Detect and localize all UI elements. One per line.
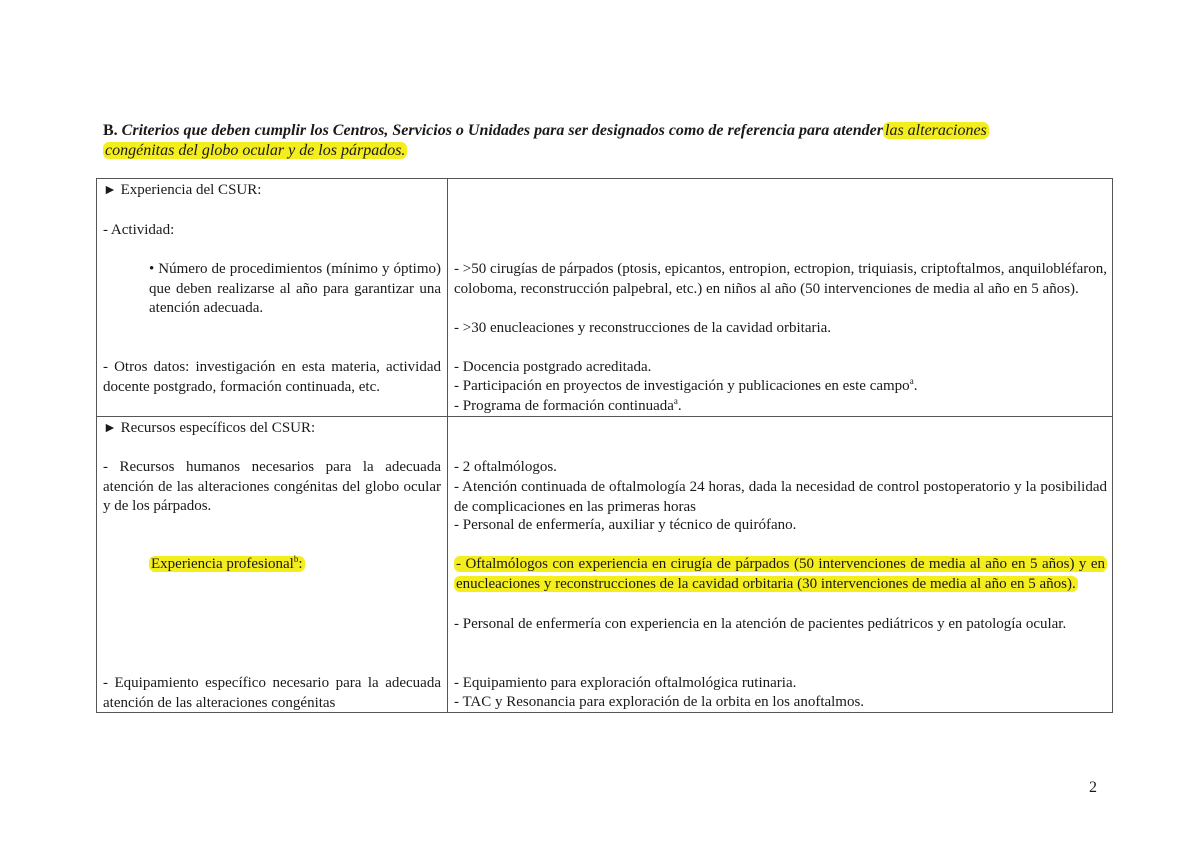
otros-datos-label: - Otros datos: investigación en esta materia, actividad docente postgrado, formación continuada, etc. xyxy=(103,359,441,395)
experiencia-profesional-label: Experiencia profesional$^b$: xyxy=(151,554,303,572)
actividad-label: - Actividad: xyxy=(103,222,175,238)
recursos-humanos-label: - Recursos humanos necesarios para la adecuada atención de las alteraciones congénitas del globo ocular y de los párpados. xyxy=(103,459,441,514)
equipamiento-label: - Equipamiento específico necesario para la adecuada atención de las alteraciones congénitas xyxy=(103,675,441,711)
section-letter: B. xyxy=(103,122,118,139)
section-heading xyxy=(103,121,1063,161)
page-number: 2 xyxy=(1089,779,1097,796)
programa-value: - Programa de formación continuada$^a$. xyxy=(454,396,682,414)
triangle-arrow-icon: ► xyxy=(103,183,117,198)
column-divider xyxy=(447,179,448,712)
atencion-continuada-value: - Atención continuada de oftalmología 24 horas, dada la necesidad de control postoperatorio y la posibilidad de complicaciones en las primeras horas xyxy=(454,479,1107,515)
docencia-value: - Docencia postgrado acreditada. xyxy=(454,359,652,375)
procedimientos-label: • Número de procedimientos (mínimo y óptimo) que deben realizarse al año para garantizar una atención adecuada. xyxy=(149,261,441,316)
equipamiento-rutinario-value: - Equipamiento para exploración oftalmológica rutinaria. xyxy=(454,675,797,691)
participacion-value: - Participación en proyectos de investigación y publicaciones en este campo$^a$. xyxy=(454,376,918,394)
experiencia-profesional-value: - Oftalmólogos con experiencia en cirugía de párpados (50 intervenciones de media al año en 5 años) y en enucleaciones y reconstrucciones de la cavidad orbitaria (30 intervenciones de media al año en 5 años). xyxy=(456,556,1105,592)
highlighted-title-part-2: congénitas del globo ocular y de los párpados. xyxy=(105,142,406,159)
footnote-b: b xyxy=(293,554,299,564)
footnote-a: a xyxy=(673,396,678,406)
experiencia-section-title: ► Experiencia del CSUR: xyxy=(103,182,262,198)
recursos-section-title: ► Recursos específicos del CSUR: xyxy=(103,420,316,436)
tac-resonancia-value: - TAC y Resonancia para exploración de la orbita en los anoftalmos. xyxy=(454,694,865,710)
footnote-a: a xyxy=(909,376,914,386)
criteria-table xyxy=(96,178,1113,713)
section-title: Criterios que deben cumplir los Centros, Servicios o Unidades para ser designados como de referencia para atender xyxy=(121,122,883,139)
oftalmologos-count-value: - 2 oftalmólogos. xyxy=(454,459,557,475)
personal-enfermeria-value: - Personal de enfermería, auxiliar y técnico de quirófano. xyxy=(454,517,797,533)
personal-enfermeria-experiencia-value: - Personal de enfermería con experiencia en la atención de pacientes pediátricos y en patología ocular. xyxy=(454,616,1067,632)
highlighted-title-part-1: las alteraciones xyxy=(885,122,987,139)
procedimientos-value-cirugias: - >50 cirugías de párpados (ptosis, epicantos, entropion, ectropion, triquiasis, criptoftalmos, anquilobléfaron, coloboma, reconstrucción palpebral, etc.) en niños al año (50 intervenciones de media al año en 5 años). xyxy=(454,261,1107,297)
procedimientos-value-enucleaciones: - >30 enucleaciones y reconstrucciones de la cavidad orbitaria. xyxy=(454,320,832,336)
triangle-arrow-icon: ► xyxy=(103,421,117,436)
